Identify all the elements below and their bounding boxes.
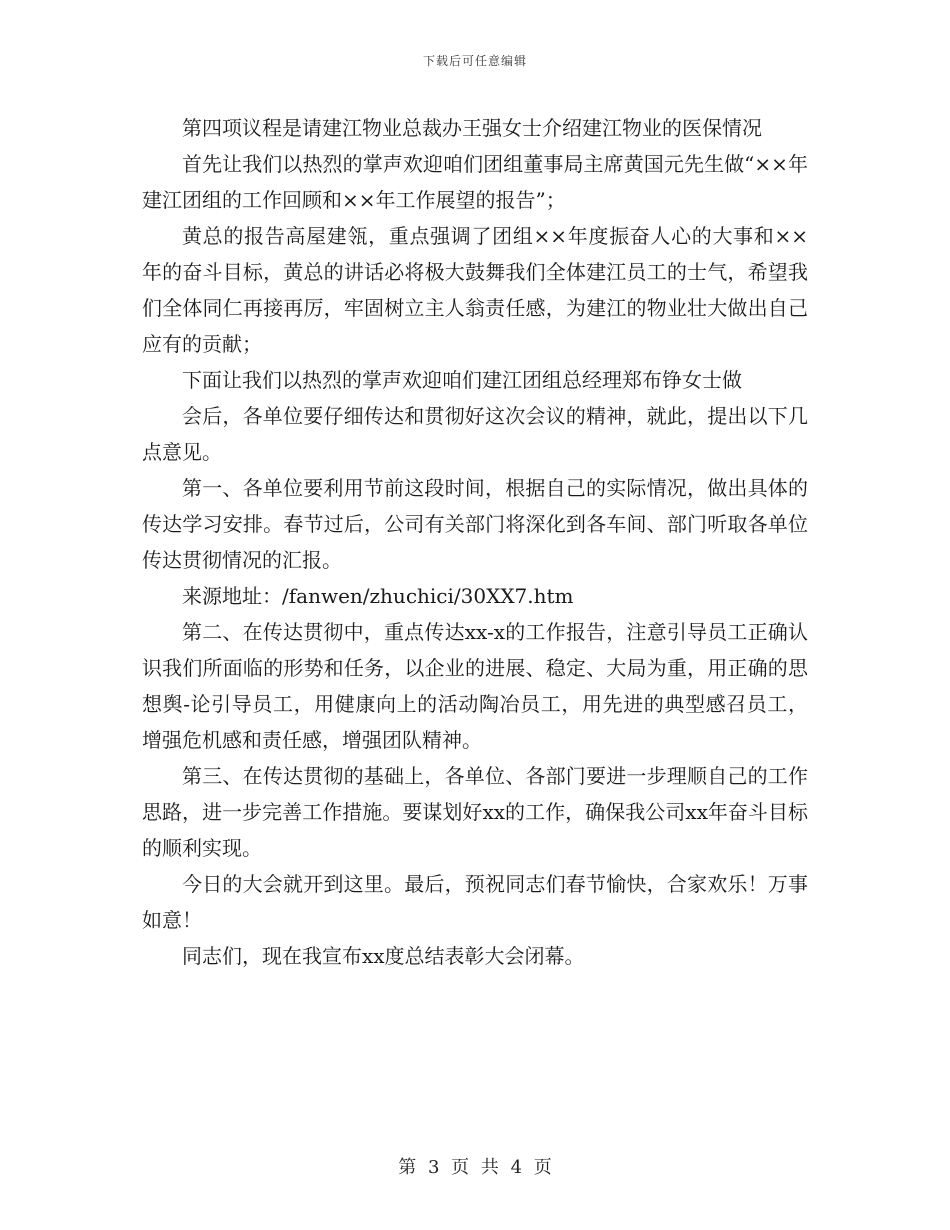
paragraph: 下面让我们以热烈的掌声欢迎咱们建江团组总经理郑布铮女士做 (182, 368, 742, 392)
paragraph: 第二、在传达贯彻中，重点传达xx-x的工作报告，注意引导员工正确认识我们所面临的形势和任务，以企业的进展、稳定、大局为重，用正确的思想舆-论引导员工，用健康向上的活动陶冶员工，用先进的典型感召员工，增强危机感和责任感，增强团队精神。 (142, 620, 808, 752)
paragraph: 第三、在传达贯彻的基础上，各单位、各部门要进一步理顺自己的工作思路，进一步完善工作措施。要谋划好xx的工作，确保我公司xx年奋斗目标的顺利实现。 (142, 764, 808, 860)
paragraph: 同志们，现在我宣布xx度总结表彰大会闭幕。 (182, 944, 585, 968)
source-address: 来源地址：/fanwen/zhuchici/30XX7.htm (182, 584, 574, 608)
paragraph: 会后，各单位要仔细传达和贯彻好这次会议的精神，就此，提出以下几点意见。 (142, 404, 808, 464)
document-body (142, 110, 808, 974)
paragraph: 首先让我们以热烈的掌声欢迎咱们团组董事局主席黄国元先生做“××年建江团组的工作回顾和××年工作展望的报告”； (142, 152, 808, 212)
paragraph: 黄总的报告高屋建瓴，重点强调了团组××年度振奋人心的大事和××年的奋斗目标，黄总的讲话必将极大鼓舞我们全体建江员工的士气，希望我们全体同仁再接再厉，牢固树立主人翁责任感，为建江的物业壮大做出自己应有的贡献； (142, 224, 808, 356)
page-number: 第 3 页 共 4 页 (398, 1157, 552, 1178)
paragraph: 第一、各单位要利用节前这段时间，根据自己的实际情况，做出具体的传达学习安排。春节过后，公司有关部门将深化到各车间、部门听取各单位传达贯彻情况的汇报。 (142, 476, 808, 572)
paragraph: 今日的大会就开到这里。最后，预祝同志们春节愉快，合家欢乐！万事如意！ (142, 872, 808, 932)
paragraph: 第四项议程是请建江物业总裁办王强女士介绍建江物业的医保情况 (182, 116, 762, 140)
page-header: 下载后可任意编辑 (422, 54, 527, 68)
